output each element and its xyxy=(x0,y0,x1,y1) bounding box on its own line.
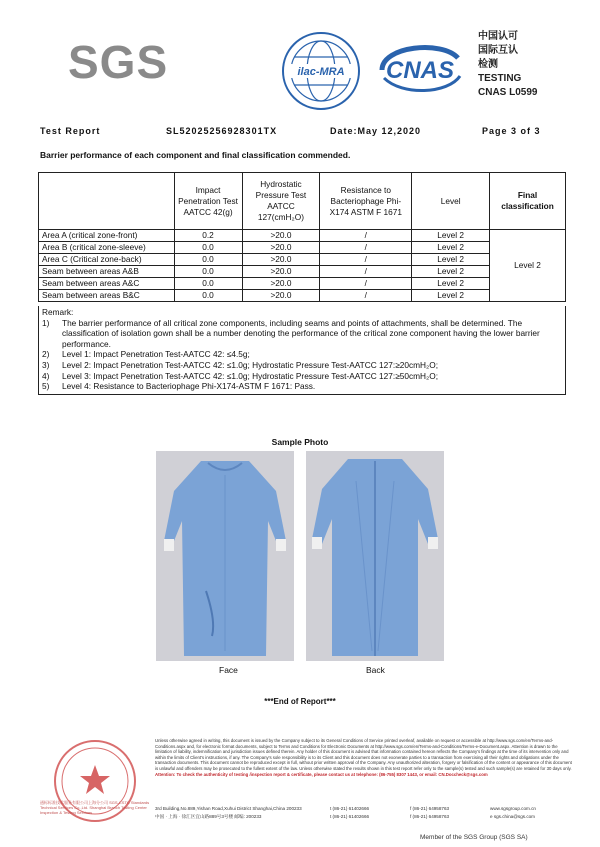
footer-legal xyxy=(155,738,575,777)
table-cell: Area C (Critical zone-back) xyxy=(39,254,175,266)
table-cell: Area A (critical zone-front) xyxy=(39,230,175,242)
table-row xyxy=(39,230,566,242)
cnas-line: 中国认可 xyxy=(478,31,518,42)
remark-text: Level 3: Impact Penetration Test-AATCC 42: ≤1.0g; Hydrostatic Pressure Test-AATCC 127:≥50cmH₂O; xyxy=(62,370,439,381)
legal-text: Unless otherwise agreed in writing, this document is issued by the Company subject to its General Conditions of Service printed overleaf, available on request or accessible at http://www.sgs.com/en/Terms-and-Conditions.aspx and, for electronic format documents, subject to Terms and Conditions for Electronic Documents at http://www.sgs.com/en/Terms-and-Conditions/Terms-e-Document.aspx. Attention is drawn to the limitation of liability, indemnification and jurisdiction issues defined therein. Any holder of this document is advised that information contained hereon reflects the Company's findings at the time of its intervention only and within the limits of Client's instructions, if any. The Company's sole responsibility is to its Client and this document does not exonerate parties to a transaction from exercising all their rights and obligations under the transaction documents. This document cannot be reproduced except in full, without prior written approval of the Company. Any unauthorized alteration, forgery or falsification of the content or appearance of this document is unlawful and offenders may be prosecuted to the fullest extent of the law. Unless otherwise stated the results shown in this test report refer only to the sample(s) tested and such sample(s) are retained for 30 days only. xyxy=(155,738,572,771)
table-cell: Level 2 xyxy=(412,230,490,242)
remark-title: Remark: xyxy=(42,307,74,317)
gown-face-image xyxy=(156,451,294,661)
sgs-logo xyxy=(68,36,169,88)
remark-item xyxy=(42,360,562,371)
remark-number: 3) xyxy=(42,359,50,370)
report-label: Test Report xyxy=(40,126,101,136)
table-cell: 0.0 xyxy=(174,254,242,266)
table-cell: >20.0 xyxy=(242,278,320,290)
remark-item xyxy=(42,381,562,392)
end-of-report: ***End of Report*** xyxy=(264,697,336,706)
table-cell: / xyxy=(320,290,412,302)
sgs-logo-text: SGS xyxy=(68,36,169,88)
cnas-logo-text: CNAS xyxy=(385,57,455,84)
table-cell: Level 2 xyxy=(412,254,490,266)
email: e sgs.china@sgs.com xyxy=(490,814,536,819)
remark-box xyxy=(38,306,566,395)
remark-item xyxy=(42,318,562,350)
table-row xyxy=(39,266,566,278)
barrier-performance-table xyxy=(38,172,566,302)
fax-2: f (86-21) 64958763 xyxy=(410,814,450,819)
header-cell xyxy=(39,173,175,230)
cnas-line: CNAS L0599 xyxy=(478,87,538,98)
cnas-line: 国际互认 xyxy=(478,45,518,56)
cnas-logo xyxy=(372,36,468,100)
phone-1: t (86-21) 61402666 xyxy=(330,806,370,811)
sample-photo-title: Sample Photo xyxy=(271,437,329,447)
table-header-row xyxy=(39,173,566,230)
table-cell: / xyxy=(320,230,412,242)
fax-1: f (86-21) 64958763 xyxy=(410,806,450,811)
gown-face-photo xyxy=(156,451,294,661)
table-cell: >20.0 xyxy=(242,290,320,302)
table-row xyxy=(39,242,566,254)
table-cell: 0.0 xyxy=(174,266,242,278)
gown-back-image xyxy=(306,451,444,661)
table-cell: Level 2 xyxy=(412,242,490,254)
table-cell: >20.0 xyxy=(242,266,320,278)
table-row xyxy=(39,278,566,290)
header-cell: Impact Penetration Test AATCC 42(g) xyxy=(174,173,242,230)
report-date: Date:May 12,2020 xyxy=(330,126,422,136)
remark-text: Level 2: Impact Penetration Test-AATCC 42: ≤1.0g; Hydrostatic Pressure Test-AATCC 127:≥20cmH₂O; xyxy=(62,359,439,370)
table-cell: / xyxy=(320,278,412,290)
ilac-mra-logo xyxy=(280,30,362,112)
header-cell: Level xyxy=(412,173,490,230)
table-cell: Seam between areas B&C xyxy=(39,290,175,302)
remark-text: Level 4: Resistance to Bacteriophage Phi-X174-ASTM F 1671: Pass. xyxy=(62,381,316,392)
table-cell: Level 2 xyxy=(412,266,490,278)
phone-2: t (86-21) 61402666 xyxy=(330,814,370,819)
final-classification-cell: Level 2 xyxy=(490,230,566,302)
table-cell: / xyxy=(320,266,412,278)
remark-item xyxy=(42,349,562,360)
table-cell: >20.0 xyxy=(242,230,320,242)
address-cn: 中国 · 上海 · 徐汇区宜山路889号3号楼 邮编: 200233 xyxy=(155,814,262,819)
remark-number: 2) xyxy=(42,349,50,360)
page-number: Page 3 of 3 xyxy=(482,126,541,136)
table-cell: Area B (critical zone-sleeve) xyxy=(39,242,175,254)
table-cell: Seam between areas A&B xyxy=(39,266,175,278)
cnas-accreditation-text xyxy=(478,30,537,100)
table-cell: Level 2 xyxy=(412,278,490,290)
remark-text: Level 1: Impact Penetration Test-AATCC 42: ≤4.5g; xyxy=(62,349,250,360)
table-cell: / xyxy=(320,254,412,266)
table-row xyxy=(39,290,566,302)
remark-number: 1) xyxy=(42,317,50,328)
remark-number: 5) xyxy=(42,381,50,392)
header-cell: Hydrostatic Pressure Test AATCC 127(cmH₂O) xyxy=(242,173,320,230)
table-cell: 0.0 xyxy=(174,290,242,302)
table-cell: 0.0 xyxy=(174,278,242,290)
website: www.sgsgroup.com.cn xyxy=(490,806,536,811)
address-en: 3rd Building,No.889,Yishan Road,Xuhui District Shanghai,China 200233 xyxy=(155,806,302,811)
report-number: SL52025256928301TX xyxy=(166,126,278,136)
remark-text: The barrier performance of all critical zone components, including seams and points of attachments, shall be determined. The classification of isolation gown shall be a number denoting the performance of the critical zone component having the lower barrier performance. xyxy=(62,317,540,349)
authenticity-notice: Attention: To check the authenticity of testing /inspection report & certificate, please contact us at telephone: (86-755) 8307 1443, or email: CN.Doccheck@sgs.com xyxy=(155,771,488,777)
face-caption: Face xyxy=(219,665,238,675)
table-cell: Seam between areas A&C xyxy=(39,278,175,290)
back-caption: Back xyxy=(366,665,385,675)
table-cell: / xyxy=(320,242,412,254)
ilac-logo-text: ilac-MRA xyxy=(297,66,345,78)
table-cell: 0.2 xyxy=(174,230,242,242)
gown-back-photo xyxy=(306,451,444,661)
cnas-line: TESTING xyxy=(478,73,522,84)
table-row xyxy=(39,254,566,266)
header-cell: Final classification xyxy=(490,173,566,230)
header-cell: Resistance to Bacteriophage Phi-X174 ASTM F 1671 xyxy=(320,173,412,230)
table-cell: 0.0 xyxy=(174,242,242,254)
table-cell: Level 2 xyxy=(412,290,490,302)
remark-number: 4) xyxy=(42,370,50,381)
table-cell: >20.0 xyxy=(242,254,320,266)
remark-item xyxy=(42,371,562,382)
section-title: Barrier performance of each component and final classification commended. xyxy=(40,150,351,160)
table-cell: >20.0 xyxy=(242,242,320,254)
stamp-text: 通标标准技术服务有限公司上海分公司 SGS-CSTC Standards Technical Services Co.,Ltd. Shanghai Branch Testing Center Inspection & Testing Services xyxy=(40,800,150,815)
cnas-line: 检测 xyxy=(478,59,498,70)
member-line: Member of the SGS Group (SGS SA) xyxy=(420,834,528,841)
